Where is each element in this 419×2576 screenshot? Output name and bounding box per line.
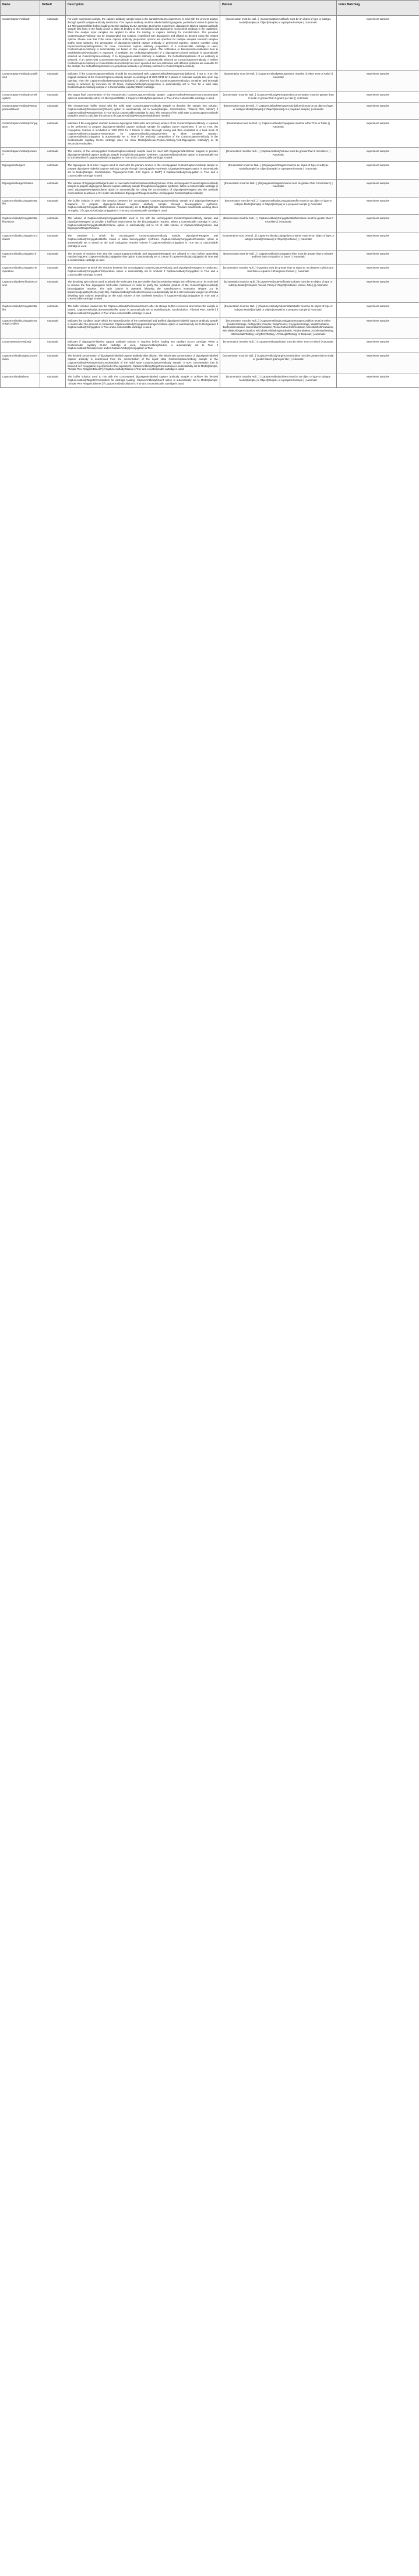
cell-pattern: {Enumeration must be Null...} | CaptureAntibodyVolume must be greater than 0 microliters | | Automatic — [220, 147, 337, 161]
cell-option-name: CaptureAntibodyConjugationTime — [1, 250, 40, 264]
table-row — [1, 373, 419, 387]
cell-pattern: {Enumeration must be Null...} | DigoxigeninReagentVolume must be greater than 0 microliters | | Automatic — [220, 179, 337, 197]
cell-index-matching: experiment samples — [337, 102, 419, 119]
table-row — [1, 102, 419, 119]
cell-index-matching: experiment samples — [337, 147, 419, 161]
cell-default-value: Automatic — [40, 162, 66, 179]
cell-pattern: {Enumeration must be Null...} | CaptureAntibodyColumnWashBuffer must be an object of type or subtype Model[Sample] or Object[Sample] or a prepared sample | | Automatic — [220, 303, 337, 317]
table-row — [1, 303, 419, 317]
table-row — [1, 338, 419, 352]
cell-pattern: {Enumeration must be Null...} | CaptureAntibodyResuspension must be of either True or False | | Automatic — [220, 70, 337, 91]
cell-option-name: CustomCaptureAntibodyResuspensionDiluent — [1, 102, 40, 119]
cell-pattern: {Enumeration must be Null...} | CaptureAntibodyConjugationTime must be greater than 0 minutes and less than or equal to 72 hours | | Automatic — [220, 250, 337, 264]
table-row — [1, 232, 419, 250]
cell-pattern: {Enumeration must be Null...} | CaptureAntibodyDiluent must be an object of type or subtype Model[Sample] or Object[Sample] or a prepared sample | | Automatic — [220, 373, 337, 387]
cell-option-name: CaptureAntibodyPurificationColumn — [1, 278, 40, 303]
cell-description: The buffer solution loaded into the CaptureAntibodyPurificationColumn after its storage buffer is removed and before the sample is loaded. CaptureAntibodyColumnWashBuffer option is automatically set to Model[Sample, StockSolution, "Filtered PBS, Sterile"] if CaptureAntibodyConjugation is True and a customizable cartridge is used. — [66, 303, 220, 317]
cell-pattern: {Enumeration must be Null...} | Quantity must be greater than or equal to -20 degrees Celsius and less than or equal to 100 degrees Celsius | | Automatic — [220, 264, 337, 278]
cell-default-value: Automatic — [40, 215, 66, 232]
table-row — [1, 352, 419, 373]
cell-index-matching: experiment samples — [337, 120, 419, 148]
cell-description: The digoxigenin NHS-ester reagent used to react with the primary amines of the unconjugated CustomCaptureAntibody sample to prepare digoxigenin-labeled capture antibody sample through bioconjugation synthesis. DigoxigeninReagent option is automatically set to Model[Sample, StockSolution, "Digoxigenin-NHS, 0.67 mg/mL in DMF"] if CaptureAntibodyConjugation is True and a customizable cartridge is used. — [66, 162, 220, 179]
cell-pattern: {Enumeration must be Null...} | CaptureAntibodyResuspension(Diluent) must be an object of type or subtype Model[Sample] or Object[Sample] or a prepared sample | | Automatic — [220, 102, 337, 119]
cell-pattern: {Enumeration must be Null...} | CaptureAntibodyTargetConcentration must be greater than 0 molar or greater than 0 grams per liter | | Automatic — [220, 352, 337, 373]
table-header — [1, 1, 419, 16]
cell-default-value: Automatic — [40, 264, 66, 278]
table-row — [1, 215, 419, 232]
cell-default-value: Automatic — [40, 102, 66, 119]
column-header-default: Default — [40, 1, 66, 16]
cell-pattern: {Enumeration must be Null...} | CaptureAntibodyDilution must be either True or False | | Automatic — [220, 338, 337, 352]
cell-option-name: CustomCaptureAntibodyConjugation — [1, 120, 40, 148]
cell-description: The volume of DigoxigeninReagent used to react with CustomCaptureAntibodyVolume of the unconjugated CustomCaptureAntibody sample to prepare digoxigenin-labeled capture antibody sample through bioconjugation synthesis. When a customizable cartridge is used, DigoxigeninReagentVolume option is automatically set using the concentration of DigoxigeninReagent and the antibody concentration to achieve a 3:1 molar ratio between DigoxigeninReagent and the unconjugated CustomCaptureAntibody. — [66, 179, 220, 197]
cell-description: Indicates if bio-conjugation reaction between digoxigenin NHS-ester and primary amines of the CustomCaptureAntibody is required to be performed to prepare digoxigenin-labeled capture antibody sample for capillary ELISA experiment. If set to True, the conjugation reaction is incubated at 1000 RPM for 2 Minute to allow thorough mixing and then incubated at a heat block at CaptureAntibodyConjugationTemperature for CaptureAntibodyConjugationTime to allow complete reaction. CaptureAntibodyConjugation is automatically set to True if the antibody composition of the CustomCaptureAntibody in the Customizable capillary ELISA cartridge does not show Model[Molecule,Protein,Antibody,"Anti-Digoxigenin Antibody"] as its SecondaryAntibodies. — [66, 120, 220, 148]
cell-pattern: {Enumeration must be Null...} | CaptureAntibodyConjugationStorageCondition must be either (AmbientStorage, Refrigerator, Freezer, DeepFreezer, CryogenicStorage, YeastIncubation, BacterialIncubation, Mammalian/Incubation, TissueCultureCellIncubation, MicrobialCellIncubation, MicrobialCellAgarIncubation, MicrobialCellShakingIncubation, ViralIncubation, AcceleratedTesting, IntermediateTesting, LongTermTesting, UVVisLightTesting) or Disposal | | Automatic — [220, 317, 337, 338]
cell-index-matching: experiment samples — [337, 162, 419, 179]
cell-default-value: Automatic — [40, 120, 66, 148]
cell-index-matching: experiment samples — [337, 278, 419, 303]
cell-pattern: {Enumeration must be Null...} | DigoxigeninReagent must be an object of type or subtype Model[Sample] or Object[Sample] or a prepared sample | | Automatic — [220, 162, 337, 179]
table-row — [1, 147, 419, 161]
cell-pattern: {Enumeration must be Null...} | CustomCaptureAntibody must be an object of type or subtype Model[Sample] or Object[Sample] or a prepared sample | | Automatic — [220, 16, 337, 70]
cell-index-matching: experiment samples — [337, 352, 419, 373]
cell-option-name: CaptureAntibodyConjugationBuffer — [1, 303, 40, 317]
cell-default-value: Automatic — [40, 352, 66, 373]
cell-description: The desalting spin column used to adsorb the molecules that are smaller than its resolution weight turn-off (MWCO) on its resin bed to remove the free digoxigenin NHS-ester molecules in order to purify the synthesis product of the CustomCaptureAntibody bioconjugation reaction. The spin column is operated following the manufacturer's instruction (Figure 3.4 in Experiment[capillaryELISA] help file). CaptureAntibodyPurificationColumn is automatically set to a 40K molecular weight cut-off Zeba desalting spin column depending on the total volume of the synthesis reaction, if CaptureAntibodyConjugation is True and a customizable cartridge is used. — [66, 278, 220, 303]
cell-description: The temperature at which the reaction between the unconjugated CustomCaptureAntibody and DigoxigeninReagent is conducted. CaptureAntibodyConjugationTemperature option is automatically set to Ambient if CaptureAntibodyConjugation is True and a customizable cartridge is used. — [66, 264, 220, 278]
cell-description: Indicates if the CustomCaptureAntibody should be reconstituted with CaptureAntibodyResuspension(Diluent). If set to True, the original container of the CustomCaptureAntibody sample is centrifuged at 3000 RPM for 1 Minute to eliminate sample loss upon cap opening. Then the CaptureAntibodyResuspension(Diluent) is delivered into the CustomCaptureAntibody's container and thorough mixing is achieved by inversion for 30 times. CaptureAntibodyResuspension is automatically set to True for a solid state CustomCaptureAntibody sample in a Customizable capillary ELISA cartridge. — [66, 70, 220, 91]
cell-option-name: CustomCaptureAntibodyVolume — [1, 147, 40, 161]
cell-option-name: CaptureAntibodyConjugationBuffer — [1, 197, 40, 214]
cell-default-value: Automatic — [40, 373, 66, 387]
cell-pattern: {Enumeration must be Null...} | CaptureAntibodyConjugationContainer must be an object of type or subtype Model[Container] or Object[Container] | | Automatic — [220, 232, 337, 250]
cell-pattern: {Enumeration must be Null...} | CaptureAntibodyConjugation must be either True or False | | Automatic — [220, 120, 337, 148]
cell-option-name: CaptureAntibodyConjugationBufferVolume — [1, 215, 40, 232]
cell-index-matching: experiment samples — [337, 338, 419, 352]
column-header-description: Description — [66, 1, 220, 16]
table-row — [1, 16, 419, 70]
cell-index-matching: experiment samples — [337, 215, 419, 232]
cell-description: The volume of CaptureAntibodyConjugationBuffer used to mix with the unconjugated CustomCaptureAntibody sample and DigoxigeninReagent to provide a buffered environment for the bioconjugation reaction. When a customizable cartridge is used, CaptureAntibodyConjugationBufferVolume option is automatically set to 10 of total volume of CaptureAntibodyVolume and DigoxigeninReagentVolume. — [66, 215, 220, 232]
cell-default-value: Automatic — [40, 317, 66, 338]
cell-description: For each experiment sample, the capture antibody sample used in the sandwich ELISA experiment to bind with the present analyte through specific antigen-antibody interaction. This capture antibody must be labeled with Digoxigenin, purified and eluted to prefer by 1.5 MicrogramMilliliter before loading into the capillary ELISA cartridge. During the experiment, digoxigenin-labeled capture antibody sample first flows in the fluidic circuit to allow its binding to the immobilized anti-digoxigenin monoclonal antibody in the capillaries. Then the Analyte input samples are applied to allow the binding to capture antibody for immobilization. The provided CustomCaptureAntibody can be resuspended into solution, lyophilized with digoxigenin and diluted as desired using the related options. Please note that if the same capture antibody preparation options are specified for multiple samples standard samples and/or input samples, the preparation of digoxigenin-labeled capture antibody is performed together. Options consider using ExperimentSamplePreparation for more customized capture antibody preparation. If a customizable cartridge is used, CustomCaptureAntibody is automatically set based on the Analytes option. The Antibodies or DensitometricAntibodies field in ModelMolecule(Antibodies) is expected. If available, the DefaultSampleModel of a digoxigenin-colored antibody is automatically selected as CustomCaptureAntibody. If no digoxigenin-related antibody is available, the DefaultSampleModel of an antibody is selected. If an option with CustomDetectionAntibody of uploaded is automatically selected as CustomCaptureAntibody. If neither CustomCaptureAntibody or CustomDetectionAntibody has been specified and two antibodies with different epitopes are available for the analyte, the DefaultSampleModel of a polyclonal antibody is preferably selected for CustomCaptureAntibody. — [66, 16, 220, 70]
cell-default-value: Automatic — [40, 338, 66, 352]
column-header-index-matching: Index Matching — [337, 1, 419, 16]
cell-option-name: DigoxigeninReagent — [1, 162, 40, 179]
options-specification-table — [0, 0, 419, 388]
column-header-name: Name — [1, 1, 40, 16]
cell-option-name: CaptureAntibodyConjugationContainer — [1, 232, 40, 250]
cell-description: The volume of the unconjugated CustomCaptureAntibody sample used to react with DigoxigeninNHSEster reagent to prepare digoxigenin-labeled capture antibody sample through bioconjugation synthesis. CaptureAntibodyVolume option is automatically set to 100 Microliter if CaptureAntibodyConjugation is True and a customizable cartridge is used. — [66, 147, 220, 161]
cell-index-matching: experiment samples — [337, 250, 419, 264]
cell-description: The target final concentration of the resuspended CustomCaptureAntibody sample. CaptureAntibodyResuspensionConcentration option is automatically set to 1.0 MicrogramMilliliter if CaptureAntibodyResuspension is True and a customizable cartridge is used. — [66, 91, 220, 103]
table-row — [1, 162, 419, 179]
table-row — [1, 91, 419, 103]
cell-option-name: CaptureAntibodyDiluent — [1, 373, 40, 387]
cell-pattern: {Enumeration must be Null...} | CaptureAntibodyPurificationColumn must be an object of type or subtype Model[Container, Vessel, Filter] or Object[Container, Vessel, Filter] | | Automatic — [220, 278, 337, 303]
cell-default-value: Automatic — [40, 197, 66, 214]
table-row — [1, 278, 419, 303]
cell-description: The amount of reaction time that the CustomCaptureAntibody and DigoxigeninReagent are allowed to react before quenching reaction happens. CaptureAntibodyConjugationTime option is automatically set to 2 Hour if CaptureAntibodyConjugation is True and a customizable cartridge is used. — [66, 250, 220, 264]
cell-option-name: CustomCaptureAntibodyLyophilized — [1, 70, 40, 91]
cell-description: The resuspension buffer mixed with the solid state CustomCaptureAntibody sample to dissolve the sample into solution. CaptureAntibodyResuspension(Diluent) option is automatically set to Model[Sample, StockSolution, "Filtered PBS, Sterile"] if CaptureAntibodyResuspension is True and a customizable cartridge is used. The amount of the solid state CustomCaptureAntibody sample is used to calculate the amount of CaptureAntibodyResuspension(Diluent) needed. — [66, 102, 220, 119]
cell-description: The container in which the unconjugated CustomCaptureAntibody sample, DigoxigeninReagent and CaptureAntibodyConjugationBuffer mixed to allow bioconjugation synthesis. CaptureAntibodyConjugationContainer option is automatically set to based on the total conjugation reaction volume if CaptureAntibodyConjugation is True and a customizable cartridge is used. — [66, 232, 220, 250]
table-row — [1, 179, 419, 197]
cell-option-name: CustomCaptureAntibodyCentrifugation — [1, 91, 40, 103]
cell-option-name: CaptureAntibodyTargetConcentration — [1, 352, 40, 373]
cell-default-value: Automatic — [40, 278, 66, 303]
cell-default-value: Automatic — [40, 70, 66, 91]
cell-default-value: Automatic — [40, 303, 66, 317]
cell-option-name: CustomDetectionAntibody — [1, 338, 40, 352]
cell-default-value: Automatic — [40, 147, 66, 161]
cell-index-matching: experiment samples — [337, 70, 419, 91]
table-row — [1, 70, 419, 91]
cell-index-matching: experiment samples — [337, 91, 419, 103]
cell-default-value: Automatic — [40, 179, 66, 197]
cell-index-matching: experiment samples — [337, 16, 419, 70]
cell-index-matching: experiment samples — [337, 303, 419, 317]
cell-description: Indicates the condition under which the unused portion of the synthesized and purified digoxigenin-labeled capture antibody sample is stored after the protocol is completed. CaptureAntibodyConjugationStorageCondition option is automatically set to Refrigerator if CaptureAntibodyConjugation is True and a customizable cartridge is used. — [66, 317, 220, 338]
column-header-pattern: Pattern — [220, 1, 337, 16]
cell-option-name: DigoxigeninReagentVolume — [1, 179, 40, 197]
table-row — [1, 317, 419, 338]
cell-pattern: {Enumeration must be Null...} | CaptureAntibodyConjugationBufferVolume must be greater than 0 microliters | | Automatic — [220, 215, 337, 232]
cell-option-name: CaptureAntibodyConjugationTemperature — [1, 264, 40, 278]
cell-pattern: {Enumeration must be Null...} | CaptureAntibodyResuspensionConcentration must be greater than 0 molar or greater than 0 grams per liter | | Automatic — [220, 91, 337, 103]
cell-index-matching: experiment samples — [337, 317, 419, 338]
cell-index-matching: experiment samples — [337, 232, 419, 250]
cell-option-name: CaptureAntibodyConjugationStorageCondition — [1, 317, 40, 338]
cell-index-matching: experiment samples — [337, 179, 419, 197]
cell-index-matching: experiment samples — [337, 197, 419, 214]
cell-description: The buffer solution in which the reaction between the unconjugated CustomCaptureAntibody sample and DigoxigeninReagent happens to prepare digoxigenin-labeled capture antibody sample through bioconjugation synthesis. CaptureAntibodyConjugationBuffer option is automatically set to Model[Sample, StockSolution, "Sodium bicarbonate working stock 75 mg/mL"] if CaptureAntibodyConjugation is True and a customizable cartridge is used. — [66, 197, 220, 214]
cell-default-value: Automatic — [40, 91, 66, 103]
cell-index-matching: experiment samples — [337, 264, 419, 278]
header-row — [1, 1, 419, 16]
cell-default-value: Automatic — [40, 16, 66, 70]
cell-index-matching: experiment samples — [337, 373, 419, 387]
cell-pattern: {Enumeration must be Null...} | CaptureAntibodyConjugationBuffer must be an object of type or subtype Model[Sample] or Object[Sample] or a prepared sample | | Automatic — [220, 197, 337, 214]
cell-description: Indicates if digoxigenin-labeled capture antibody solution is required before loading into capillary ELISA cartridge. When a Customizable capillary ELISA cartridge is used, CaptureAntibodyDilution is automatically set to True if CaptureAntibodyResuspension and/or CaptureAntibodyConjugation is True. — [66, 338, 220, 352]
cell-default-value: Automatic — [40, 232, 66, 250]
cell-description: The buffer solution used to mix with the concentrated digoxigenin-labeled capture antibody sample to achieve the desired CaptureAntibodyTargetConcentration for cartridge loading. CaptureAntibodyDiluent option is automatically set to Model[Sample, "Simple Plex Reagent Diluent"] if CaptureAntibodyDilution is True and a customizable cartridge is used. — [66, 373, 220, 387]
table-row — [1, 120, 419, 148]
table-row — [1, 264, 419, 278]
table-row — [1, 197, 419, 214]
cell-description: The desired concentration of digoxigenin-labeled capture antibody after dilution. The initial mass concentration of digoxigenin-labeled capture antibody is determined from the concentration of the liquid state CustomCaptureAntibody sample or the CaptureAntibodyResuspensionConcentration of the solid state CustomCaptureAntibody sample. A 50% concentration loss is believed in if conjugation is performed in the experiment. CaptureAntibodyTargetConcentration is automatically set to Model[Sample, "Simple Plex Reagent Diluent"] if CaptureAntibodyDilution is True and a customizable cartridge is used. — [66, 352, 220, 373]
table-body — [1, 16, 419, 388]
cell-default-value: Automatic — [40, 250, 66, 264]
cell-option-name: CustomCaptureAntibody — [1, 16, 40, 70]
table-row — [1, 250, 419, 264]
